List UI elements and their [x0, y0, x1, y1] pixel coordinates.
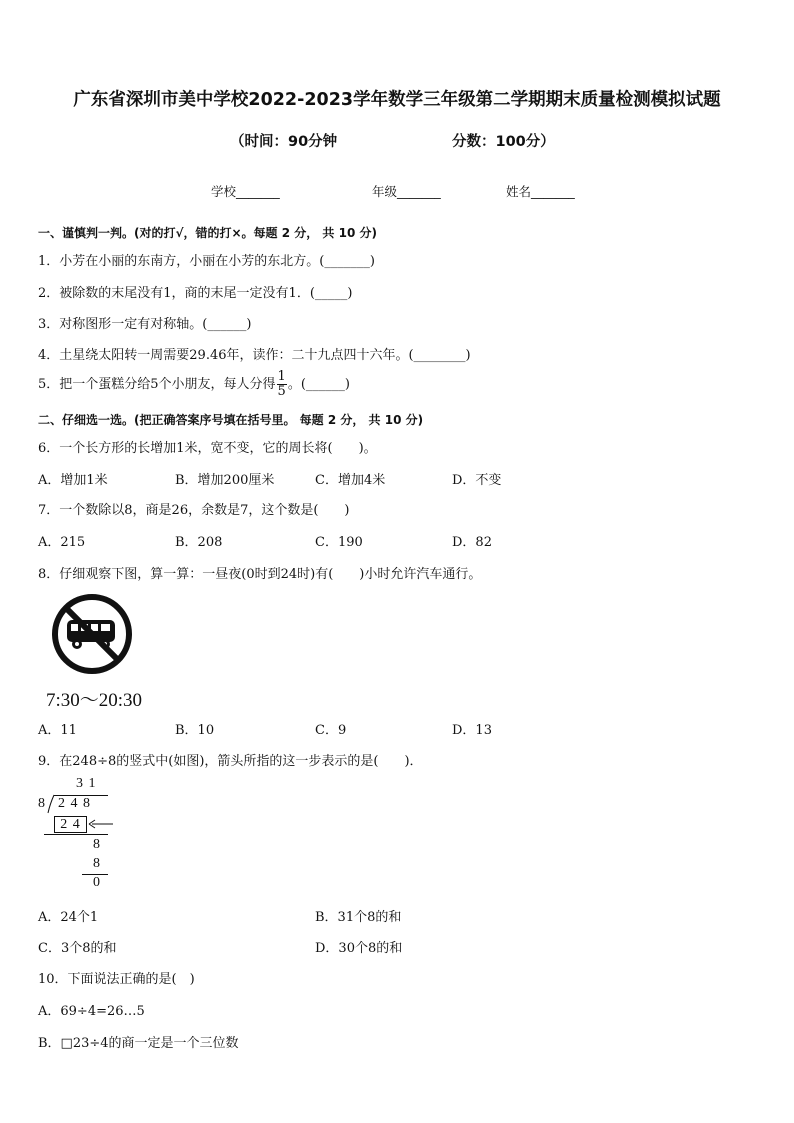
q7-option-b: B．208	[175, 535, 223, 550]
q7-option-d: D．82	[452, 535, 492, 550]
q8-option-c: C．9	[315, 723, 347, 738]
q9-option-d: D．30个8的和	[315, 941, 403, 956]
division-quotient: 3 1	[76, 776, 97, 791]
grade-field: 年级_______	[372, 184, 441, 199]
question-5-text: 5．把一个蛋糕分给5个小朋友，每人分得	[38, 377, 276, 392]
section-1-heading: 一、谨慎判一判。(对的打√，错的打×。每题 2 分， 共 10 分)	[38, 226, 377, 240]
q9-option-b: B．31个8的和	[315, 910, 402, 925]
division-line-1	[44, 834, 108, 835]
question-5-tail: 。(______)	[287, 377, 350, 392]
question-2: 2．被除数的末尾没有1，商的末尾一定没有1．(_____)	[38, 286, 353, 301]
q6-option-a: A．增加1米	[38, 473, 108, 488]
long-division-figure	[36, 776, 126, 894]
q9-option-c: C．3个8的和	[38, 941, 117, 956]
exam-score: 分数：100分）	[452, 134, 555, 150]
section-2-heading: 二、仔细选一选。(把正确答案序号填在括号里。 每题 2 分， 共 10 分)	[38, 413, 424, 427]
q10-option-b: B．□23÷4的商一定是一个三位数	[38, 1036, 239, 1051]
question-10: 10．下面说法正确的是( )	[38, 972, 195, 987]
q9-option-a: A．24个1	[38, 910, 99, 925]
q7-option-a: A．215	[38, 535, 86, 550]
q8-option-b: B．10	[175, 723, 215, 738]
question-3: 3．对称图形一定有对称轴。(______)	[38, 317, 252, 332]
question-5	[38, 370, 350, 399]
q6-option-b: B．增加200厘米	[175, 473, 275, 488]
division-bracket-icon	[47, 794, 55, 814]
division-remainder: 0	[93, 875, 100, 890]
q8-option-a: A．11	[38, 723, 77, 738]
division-dividend: 2 4 8	[58, 796, 91, 811]
division-divisor: 8	[38, 796, 45, 811]
q10-option-a: A．69÷4=26…5	[38, 1004, 145, 1019]
question-6: 6．一个长方形的长增加1米，宽不变，它的周长将( )。	[38, 441, 377, 456]
q8-option-d: D．13	[452, 723, 492, 738]
sign-time-label: 7:30～20:30	[46, 690, 143, 711]
q6-option-d: D．不变	[452, 473, 502, 488]
q6-option-c: C．增加4米	[315, 473, 386, 488]
division-step-highlight: 2 4	[54, 816, 87, 833]
question-4: 4．土星绕太阳转一周需要29.46年，读作：二十九点四十六年。(________)	[38, 348, 471, 363]
q7-option-c: C．190	[315, 535, 363, 550]
fraction-denominator: 5	[277, 384, 286, 399]
name-field: 姓名_______	[506, 184, 575, 199]
division-step-2: 8	[93, 837, 100, 852]
page-title: 广东省深圳市美中学校2022-2023学年数学三年级第二学期期末质量检测模拟试题	[73, 90, 721, 110]
exam-time: （时间：90分钟	[230, 134, 338, 150]
arrow-left-icon	[88, 818, 114, 830]
school-field: 学校_______	[211, 184, 280, 199]
question-1: 1．小芳在小丽的东南方，小丽在小芳的东北方。(_______)	[38, 254, 375, 269]
no-bus-sign-icon	[50, 590, 134, 678]
question-8: 8．仔细观察下图，算一算：一昼夜(0时到24时)有( )小时允许汽车通行。	[38, 567, 482, 582]
question-7: 7．一个数除以8，商是26，余数是7，这个数是( )	[38, 503, 350, 518]
fraction	[277, 370, 287, 399]
division-step-3: 8	[93, 856, 100, 871]
fraction-numerator: 1	[277, 369, 286, 384]
question-9: 9．在248÷8的竖式中(如图)，箭头所指的这一步表示的是( )．	[38, 754, 423, 769]
